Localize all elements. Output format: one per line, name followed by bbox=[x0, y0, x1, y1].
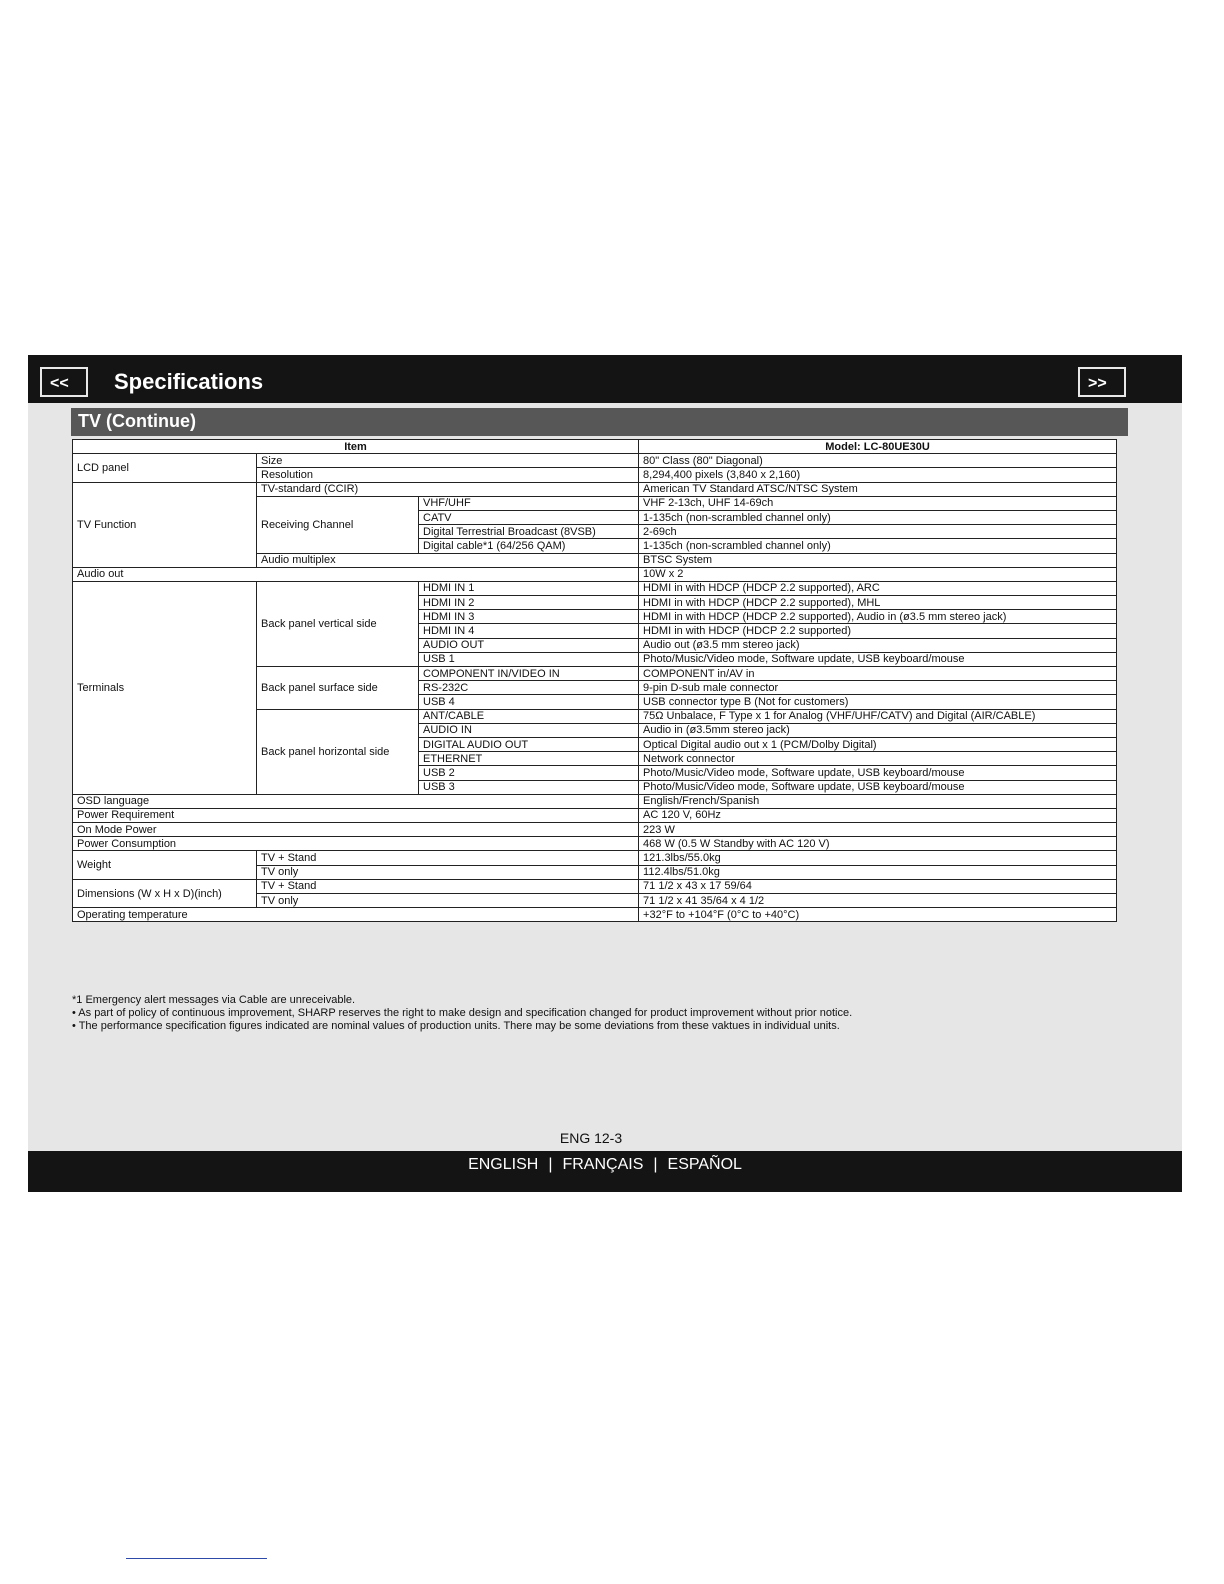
table-row bbox=[73, 454, 1117, 468]
table-row bbox=[73, 581, 1117, 595]
item-value: 80" Class (80" Diagonal) bbox=[639, 454, 1117, 468]
item-label: ANT/CABLE bbox=[419, 709, 639, 723]
item-value: 2-69ch bbox=[639, 525, 1117, 539]
subgroup-receiving-channel: Receiving Channel bbox=[257, 496, 419, 553]
item-value: BTSC System bbox=[639, 553, 1117, 567]
table-row bbox=[73, 794, 1117, 808]
item-value: 71 1/2 x 43 x 17 59/64 bbox=[639, 879, 1117, 893]
item-label: AUDIO OUT bbox=[419, 638, 639, 652]
item-value: 10W x 2 bbox=[639, 567, 1117, 581]
item-label: AUDIO IN bbox=[419, 723, 639, 737]
item-label: Audio out bbox=[73, 567, 639, 581]
item-label: COMPONENT IN/VIDEO IN bbox=[419, 667, 639, 681]
item-value: 121.3lbs/55.0kg bbox=[639, 851, 1117, 865]
item-value: Optical Digital audio out x 1 (PCM/Dolby Digital) bbox=[639, 737, 1117, 751]
subgroup-back-panel-surface: Back panel surface side bbox=[257, 667, 419, 710]
group-weight: Weight bbox=[73, 851, 257, 879]
item-value: USB connector type B (Not for customers) bbox=[639, 695, 1117, 709]
item-value: 9-pin D-sub male connector bbox=[639, 681, 1117, 695]
item-label: TV + Stand bbox=[257, 879, 639, 893]
table-row bbox=[73, 482, 1117, 496]
item-label: VHF/UHF bbox=[419, 496, 639, 510]
item-label: Digital cable*1 (64/256 QAM) bbox=[419, 539, 639, 553]
table-row bbox=[73, 808, 1117, 822]
manual-page bbox=[28, 355, 1182, 1192]
page-number: ENG 12-3 bbox=[559, 1130, 623, 1146]
separator: | bbox=[653, 1156, 658, 1173]
item-label: TV only bbox=[257, 865, 639, 879]
group-tv-function: TV Function bbox=[73, 482, 257, 567]
item-value: Audio in (ø3.5mm stereo jack) bbox=[639, 723, 1117, 737]
subgroup-back-panel-vertical: Back panel vertical side bbox=[257, 581, 419, 666]
section-header bbox=[71, 408, 1128, 436]
item-value: HDMI in with HDCP (HDCP 2.2 supported), MHL bbox=[639, 596, 1117, 610]
item-label: ETHERNET bbox=[419, 752, 639, 766]
item-value: Photo/Music/Video mode, Software update, USB keyboard/mouse bbox=[639, 780, 1117, 794]
item-value: VHF 2-13ch, UHF 14-69ch bbox=[639, 496, 1117, 510]
header-item: Item bbox=[73, 440, 639, 454]
item-label: TV-standard (CCIR) bbox=[257, 482, 639, 496]
group-lcd-panel: LCD panel bbox=[73, 454, 257, 482]
item-label: USB 1 bbox=[419, 652, 639, 666]
item-label: USB 3 bbox=[419, 780, 639, 794]
subgroup-back-panel-horizontal: Back panel horizontal side bbox=[257, 709, 419, 794]
item-value: HDMI in with HDCP (HDCP 2.2 supported) bbox=[639, 624, 1117, 638]
item-label: HDMI IN 2 bbox=[419, 596, 639, 610]
item-label: USB 2 bbox=[419, 766, 639, 780]
footnote-emergency: *1 Emergency alert messages via Cable are unreceivable. bbox=[72, 994, 356, 1006]
item-value: 223 W bbox=[639, 823, 1117, 837]
next-page-button[interactable]: >> bbox=[1078, 367, 1126, 397]
item-value: 1-135ch (non-scrambled channel only) bbox=[639, 539, 1117, 553]
table-header-row bbox=[73, 440, 1117, 454]
previous-page-button[interactable]: << bbox=[40, 367, 88, 397]
item-value: 1-135ch (non-scrambled channel only) bbox=[639, 510, 1117, 524]
item-label: RS-232C bbox=[419, 681, 639, 695]
footnote-improvement: • As part of policy of continuous improvement, SHARP reserves the right to make design and specification changed for product improvement without prior notice. bbox=[72, 1007, 853, 1019]
table-row bbox=[73, 823, 1117, 837]
item-label: Power Requirement bbox=[73, 808, 639, 822]
item-value: 75Ω Unbalace, F Type x 1 for Analog (VHF/UHF/CATV) and Digital (AIR/CABLE) bbox=[639, 709, 1117, 723]
language-espanol-link[interactable]: ESPAÑOL bbox=[667, 1156, 742, 1173]
table-row bbox=[73, 879, 1117, 893]
item-value: Photo/Music/Video mode, Software update, USB keyboard/mouse bbox=[639, 652, 1117, 666]
page-title: Specifications bbox=[114, 369, 264, 394]
item-label: Operating temperature bbox=[73, 908, 639, 922]
item-label: On Mode Power bbox=[73, 823, 639, 837]
section-title: TV (Continue) bbox=[78, 411, 196, 431]
language-english-link[interactable]: ENGLISH bbox=[468, 1156, 539, 1173]
item-label: USB 4 bbox=[419, 695, 639, 709]
specifications-table bbox=[72, 439, 1117, 922]
footnotes bbox=[72, 994, 852, 1033]
item-label: TV + Stand bbox=[257, 851, 639, 865]
item-label: HDMI IN 1 bbox=[419, 581, 639, 595]
item-label: Power Consumption bbox=[73, 837, 639, 851]
item-value: 112.4lbs/51.0kg bbox=[639, 865, 1117, 879]
item-label: HDMI IN 4 bbox=[419, 624, 639, 638]
item-label: DIGITAL AUDIO OUT bbox=[419, 737, 639, 751]
footnote-rule bbox=[126, 1558, 267, 1559]
item-value: Audio out (ø3.5 mm stereo jack) bbox=[639, 638, 1117, 652]
item-value: Photo/Music/Video mode, Software update, USB keyboard/mouse bbox=[639, 766, 1117, 780]
table-row bbox=[73, 837, 1117, 851]
item-value: HDMI in with HDCP (HDCP 2.2 supported), ARC bbox=[639, 581, 1117, 595]
item-label: OSD language bbox=[73, 794, 639, 808]
item-value: 8,294,400 pixels (3,840 x 2,160) bbox=[639, 468, 1117, 482]
item-label: Size bbox=[257, 454, 639, 468]
item-label: Audio multiplex bbox=[257, 553, 639, 567]
table-row bbox=[73, 567, 1117, 581]
language-bar bbox=[28, 1151, 1182, 1192]
item-value: HDMI in with HDCP (HDCP 2.2 supported), Audio in (ø3.5 mm stereo jack) bbox=[639, 610, 1117, 624]
footnote-performance: • The performance specification figures indicated are nominal values of production units. There may be some deviations from these vaktues in individual units. bbox=[72, 1020, 840, 1032]
item-label: HDMI IN 3 bbox=[419, 610, 639, 624]
item-label: CATV bbox=[419, 510, 639, 524]
item-value: +32°F to +104°F (0°C to +40°C) bbox=[639, 908, 1117, 922]
header-model: Model: LC-80UE30U bbox=[639, 440, 1117, 454]
group-dimensions: Dimensions (W x H x D)(inch) bbox=[73, 879, 257, 907]
table-row bbox=[73, 908, 1117, 922]
separator: | bbox=[548, 1156, 553, 1173]
group-terminals: Terminals bbox=[73, 581, 257, 794]
item-value: AC 120 V, 60Hz bbox=[639, 808, 1117, 822]
item-label: Digital Terrestrial Broadcast (8VSB) bbox=[419, 525, 639, 539]
item-label: Resolution bbox=[257, 468, 639, 482]
item-value: 468 W (0.5 W Standby with AC 120 V) bbox=[639, 837, 1117, 851]
item-value: American TV Standard ATSC/NTSC System bbox=[639, 482, 1117, 496]
item-label: TV only bbox=[257, 894, 639, 908]
item-value: Network connector bbox=[639, 752, 1117, 766]
header-bar bbox=[28, 355, 1182, 403]
item-value: COMPONENT in/AV in bbox=[639, 667, 1117, 681]
language-francais-link[interactable]: FRANÇAIS bbox=[562, 1156, 644, 1173]
item-value: 71 1/2 x 41 35/64 x 4 1/2 bbox=[639, 894, 1117, 908]
item-value: English/French/Spanish bbox=[639, 794, 1117, 808]
table-row bbox=[73, 851, 1117, 865]
